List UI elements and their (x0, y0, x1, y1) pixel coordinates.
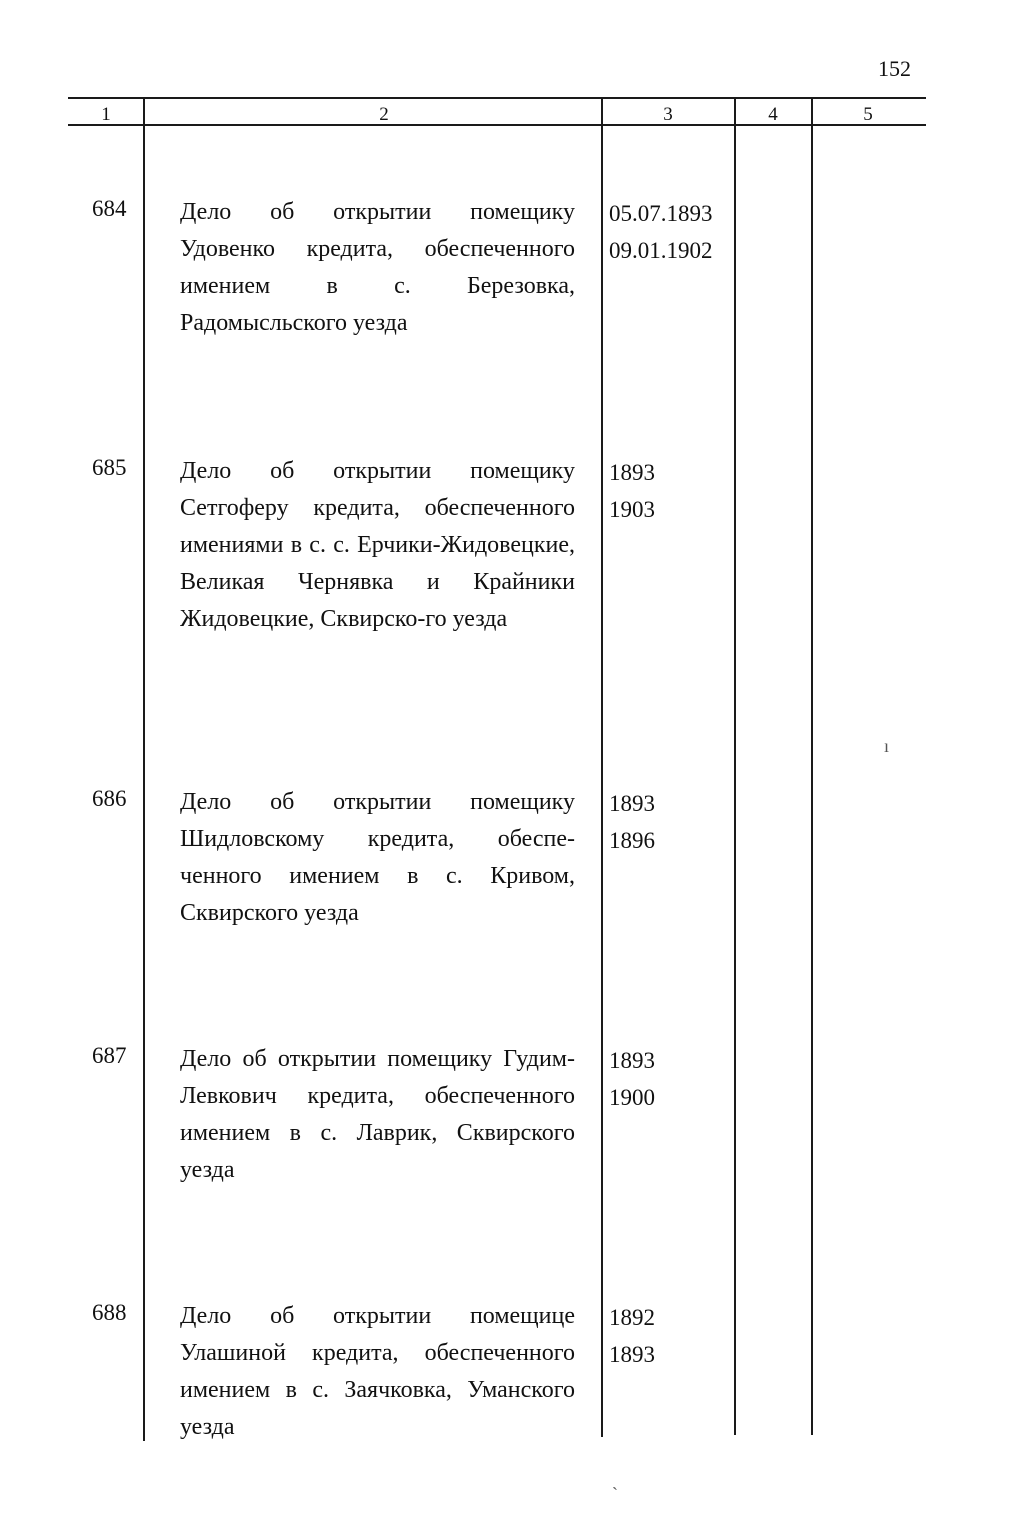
entry-dates (609, 454, 655, 528)
entry-date-start: 05.07.1893 (609, 201, 713, 226)
column-header-3: 3 (663, 104, 673, 125)
entry-description: Дело об открытии помещику Удовенко кредита, обеспеченного имением в с. Березовка, Радомысльского уезда (180, 199, 575, 336)
entry-date-start: 1893 (609, 460, 655, 485)
entry-dates (609, 1299, 655, 1373)
entry-date-start: 1893 (609, 791, 655, 816)
column-divider-3-4 (734, 99, 736, 1435)
entry-number: 688 (92, 1300, 127, 1325)
column-divider-1-2 (143, 99, 145, 1441)
entry-date-end: 09.01.1902 (609, 238, 713, 263)
entry-date-end: 1896 (609, 828, 655, 853)
entry-date-start: 1892 (609, 1305, 655, 1330)
column-divider-4-5 (811, 99, 813, 1435)
entry-date-end: 1900 (609, 1085, 655, 1110)
scan-speck: ˏ (612, 1470, 618, 1490)
entry-date-end: 1893 (609, 1342, 655, 1367)
entry-date-end: 1903 (609, 497, 655, 522)
entry-description: Дело об открытии помещице Улашиной кредита, обеспеченного имением в с. Заячковка, Уманского уезда (180, 1303, 575, 1440)
entry-description: Дело об открытии помещику Сетгоферу кредита, обеспеченного имениями в с. с. Ерчики-Жидовецкие, Великая Чернявка и Крайники Жидовецкие, Сквирско-го уезда (180, 458, 575, 632)
entry-date-start: 1893 (609, 1048, 655, 1073)
page-number: 152 (878, 56, 911, 81)
column-header-4: 4 (768, 104, 778, 125)
table-header-rule (68, 124, 926, 126)
entry-dates (609, 195, 713, 269)
entry-number: 684 (92, 196, 127, 221)
column-divider-2-3 (601, 99, 603, 1437)
table-top-rule (68, 97, 926, 99)
entry-description: Дело об открытии помещику Гудим-Левкович кредита, обеспеченного имением в с. Лаврик, Сквирского уезда (180, 1046, 575, 1183)
entry-number: 686 (92, 786, 127, 811)
entry-description: Дело об открытии помещику Шидловскому кредита, обеспе-ченного имением в с. Кривом, Сквирского уезда (180, 789, 575, 926)
entry-dates (609, 1042, 655, 1116)
scan-speck: ı (884, 736, 890, 756)
column-header-1: 1 (101, 104, 111, 125)
column-header-2: 2 (379, 104, 389, 125)
column-header-5: 5 (863, 104, 873, 125)
entry-dates (609, 785, 655, 859)
entry-number: 685 (92, 455, 127, 480)
entry-number: 687 (92, 1043, 127, 1068)
